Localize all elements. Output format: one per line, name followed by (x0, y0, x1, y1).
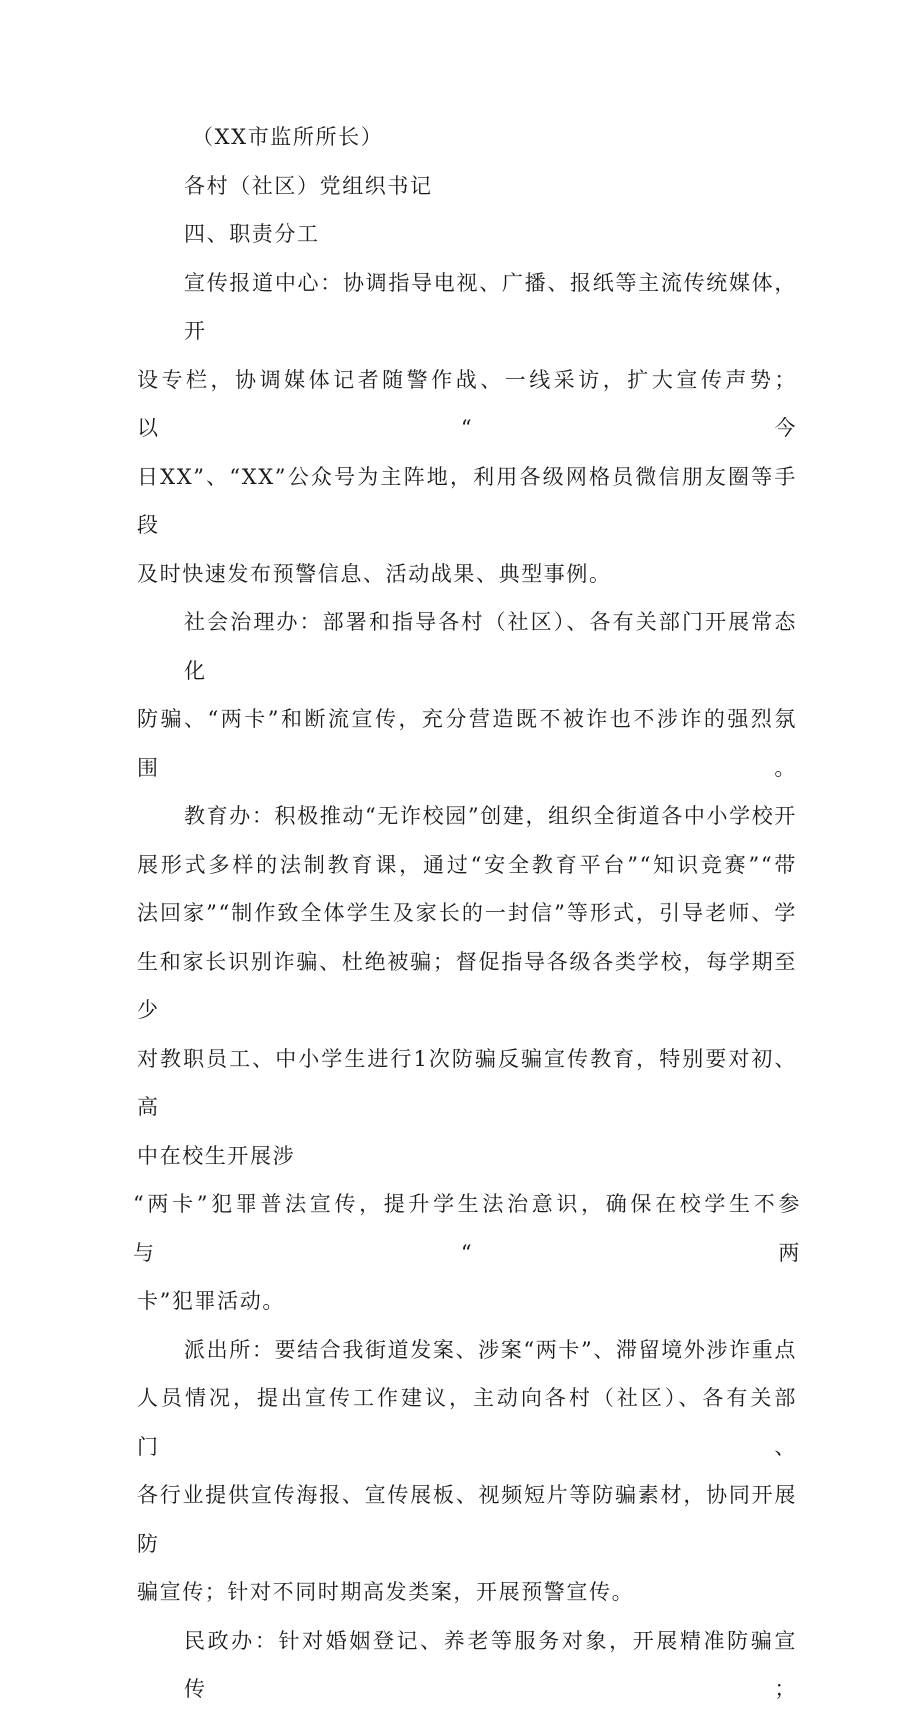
paragraph-line: 宣传报道中心：协调指导电视、广播、报纸等主流传统媒体，开 (184, 270, 797, 343)
paragraph-line: 及时快速发布预警信息、活动战果、典型事例。 (137, 561, 612, 586)
paragraph-line: 展形式多样的法制教育课，通过“安全教育平台”“知识竞赛”“带 (137, 852, 797, 877)
paragraph-line: 法回家”“制作致全体学生及家长的一封信”等形式，引导老师、学 (137, 901, 797, 925)
paragraph-line: 社会治理办：部署和指导各村（社区）、各有关部门开展常态化 (184, 610, 797, 683)
paragraph-line: 派出所：要结合我街道发案、涉案“两卡”、滞留境外涉诈重点 (184, 1337, 797, 1362)
paragraph-line: 防骗、“两卡”和断流宣传，充分营造既不被诈也不涉诈的强烈氛围。 (137, 707, 797, 780)
paragraph-line: “两卡”犯罪普法宣传，提升学生法治意识，确保在校学生不参与“两 (133, 1192, 801, 1265)
paragraph-line: 日XX”、“XX”公众号为主阵地，利用各级网格员微信朋友圈等手段 (137, 464, 797, 537)
org-line-village-secretary: 各村（社区）党组织书记 (184, 173, 433, 198)
paragraph-line: 设专栏，协调媒体记者随警作战、一线采访，扩大宣传声势；以“今 (137, 367, 797, 440)
org-line-director: （XX市监所所长） (192, 125, 384, 149)
paragraph-line: 民政办：针对婚姻登记、养老等服务对象，开展精准防骗宣传； (184, 1628, 797, 1701)
paragraph-line: 骗宣传；针对不同时期高发类案，开展预警宣传。 (137, 1580, 635, 1604)
document-body (133, 113, 801, 1714)
paragraph-line: 各行业提供宣传海报、宣传展板、视频短片等防骗素材，协同开展防 (137, 1483, 797, 1556)
paragraph-line: 生和家长识别诈骗、杜绝被骗；督促指导各级各类学校，每学期至少 (137, 949, 797, 1022)
paragraph-line: 教育办：积极推动“无诈校园”创建，组织全街道各中小学校开 (184, 804, 797, 828)
paragraph-line: 卡”犯罪活动。 (137, 1289, 285, 1313)
section-heading-duties: 四、职责分工 (184, 222, 320, 246)
paragraph-line: 对教职员工、中小学生进行1次防骗反骗宣传教育，特别要对初、高 (137, 1046, 797, 1119)
paragraph-line: 人员情况，提出宣传工作建议，主动向各村（社区）、各有关部门、 (137, 1386, 797, 1459)
paragraph-line: 中在校生开展涉 (137, 1143, 296, 1168)
